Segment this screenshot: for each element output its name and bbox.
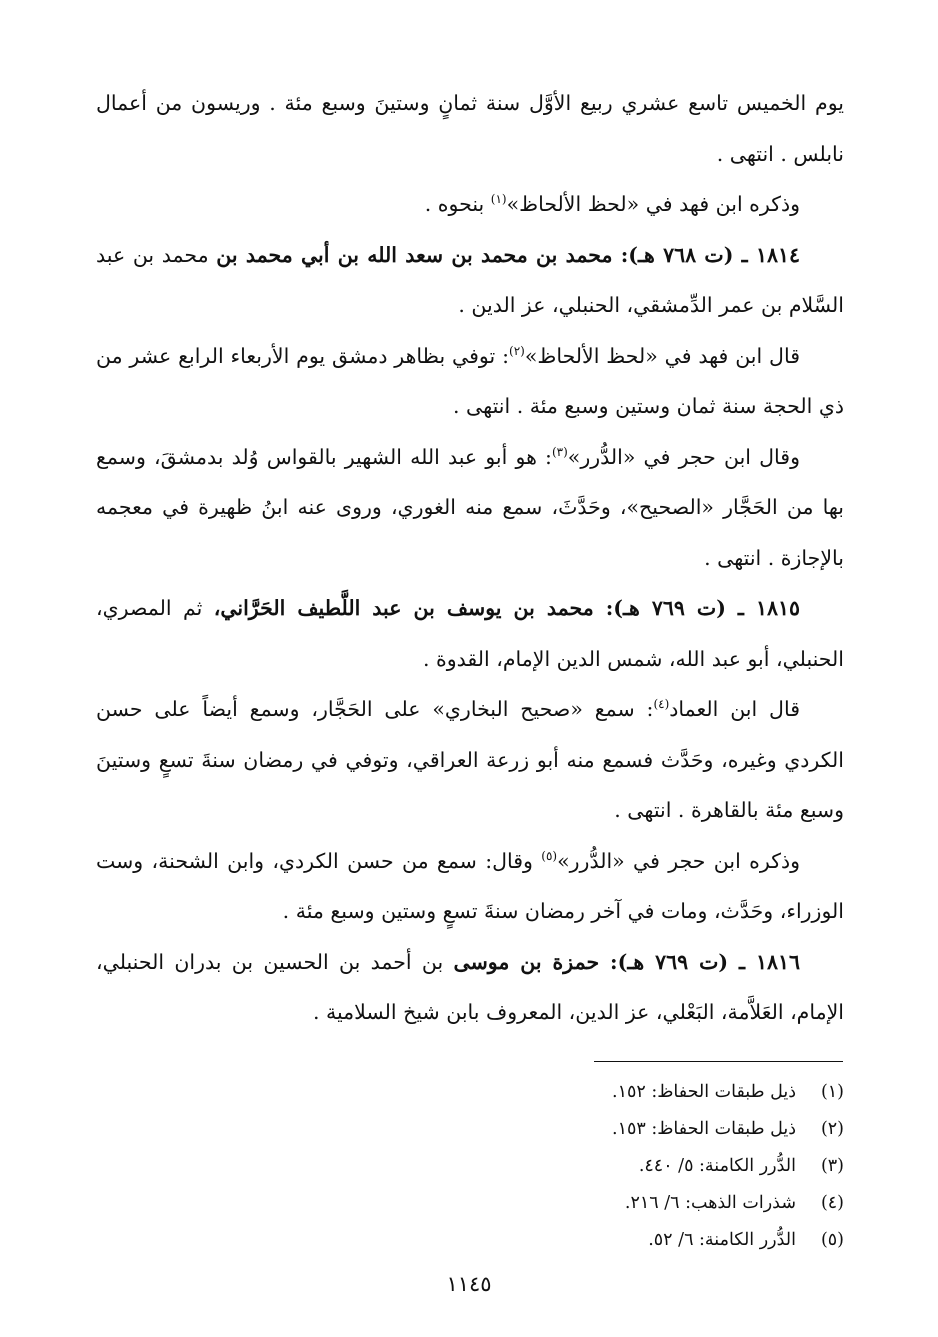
footnote-text: شذرات الذهب: ٦/ ٢١٦.	[624, 1193, 796, 1213]
paragraph	[96, 78, 844, 179]
footnote-text: ذيل طبقات الحفاظ: ١٥٢.	[611, 1082, 796, 1102]
footnote	[420, 1111, 844, 1148]
paragraph	[96, 836, 844, 937]
text-span: بنحوه .	[424, 192, 491, 216]
footnote	[420, 1185, 844, 1222]
paragraph	[96, 937, 844, 1038]
footnote-number: (٤)	[820, 1193, 844, 1213]
text-span: : سمع «صحيح البخاري» على الحَجَّار، وسمع أيضاً على حسن الكردي وغيره، وحَدَّث فسمع منه أبو زرعة العراقي، وتوفي في رمضان سنةَ تسعٍ وستينَ وسبع مئة بالقاهرة . انتهى .	[96, 697, 844, 822]
footnote-text: الدُّرر الكامنة: ٥/ ٤٤٠.	[638, 1156, 796, 1176]
footnote	[420, 1148, 844, 1185]
footnote-text: ذيل طبقات الحفاظ: ١٥٣.	[611, 1119, 796, 1139]
footnote-ref: (١)	[490, 192, 507, 207]
text-span: وذكره ابن فهد في «لحظ الألحاظ»	[506, 192, 800, 216]
text-span: ثم المصري، الحنبلي، أبو عبد الله، شمس الدين الإمام، القدوة .	[96, 596, 844, 671]
footnote-number: (١)	[820, 1082, 844, 1102]
footnote-ref: (٥)	[541, 848, 558, 863]
text-span: يوم الخميس تاسع عشري ربيع الأوَّل سنة ثمانٍ وستينَ وسبع مئة . وريسون من أعمال نابلس . انتهى .	[96, 91, 844, 166]
paragraph	[96, 684, 844, 836]
text-span: : توفي بظاهر دمشق يوم الأربعاء الرابع عشر من ذي الحجة سنة ثمان وستين وسبع مئة . انتهى .	[96, 343, 844, 418]
text-span: قال ابن العماد	[669, 697, 800, 721]
entry-heading: ١٨١٤ ـ (ت ٧٦٨ هـ): محمد بن محمد بن سعد الله بن أبي محمد بن	[216, 242, 800, 267]
text-span: محمد بن عبد السَّلام بن عمر الدِّمشقي، الحنبلي، عز الدين .	[96, 242, 844, 317]
footnote-number: (٥)	[820, 1230, 844, 1250]
footnote-ref: (٤)	[653, 697, 670, 712]
entry-heading: ١٨١٦ ـ (ت ٧٦٩ هـ): حمزة بن موسى	[453, 949, 800, 974]
paragraph	[96, 583, 844, 684]
footnote	[420, 1222, 844, 1259]
footnote-text: الدُّرر الكامنة: ٦/ ٥٢.	[648, 1230, 796, 1250]
text-span: وقال ابن حجر في «الدُّرر»	[567, 444, 801, 469]
footnote	[420, 1074, 844, 1111]
text-span: وقال: سمع من حسن الكردي، وابن الشحنة، وست الوزراء، وحَدَّث، ومات في آخر رمضان سنةَ تسعٍ وستين وسبع مئة .	[96, 848, 844, 923]
text-span: بن أحمد بن الحسين بن بدران الحنبلي، الإمام، العَلاَّمة، البَعْلي، عز الدين، المعروف بابن شيخ السلامية .	[96, 949, 844, 1024]
footnote-number: (٢)	[820, 1119, 844, 1139]
text-span: وذكره ابن حجر في «الدُّرر»	[557, 848, 800, 873]
entry-heading: ١٨١٥ ـ (ت ٧٦٩ هـ): محمد بن يوسف بن عبد اللَّطيف الحَرَّاني،	[213, 596, 800, 620]
paragraph	[96, 179, 844, 230]
footnote-number: (٣)	[820, 1156, 844, 1176]
footnote-ref: (٢)	[509, 343, 525, 358]
text-span: قال ابن فهد في «لحظ الألحاظ»	[524, 343, 800, 368]
footnote-separator	[594, 1061, 843, 1062]
paragraph	[96, 432, 844, 584]
paragraph	[96, 230, 844, 331]
main-text	[96, 78, 844, 1038]
text-span: : هو أبو عبد الله الشهير بالقواس وُلد بدمشقَ، وسمع بها من الحَجَّار «الصحيح»، وحَدَّثَ، سمع منه الغوري، وروى عنه ابنُ ظهيرة في معجمه بالإجازة . انتهى .	[96, 444, 844, 570]
paragraph	[96, 331, 844, 432]
footnotes	[420, 1074, 844, 1259]
page-number: ١١٤٥	[446, 1272, 492, 1296]
footnote-ref: (٣)	[551, 444, 568, 459]
